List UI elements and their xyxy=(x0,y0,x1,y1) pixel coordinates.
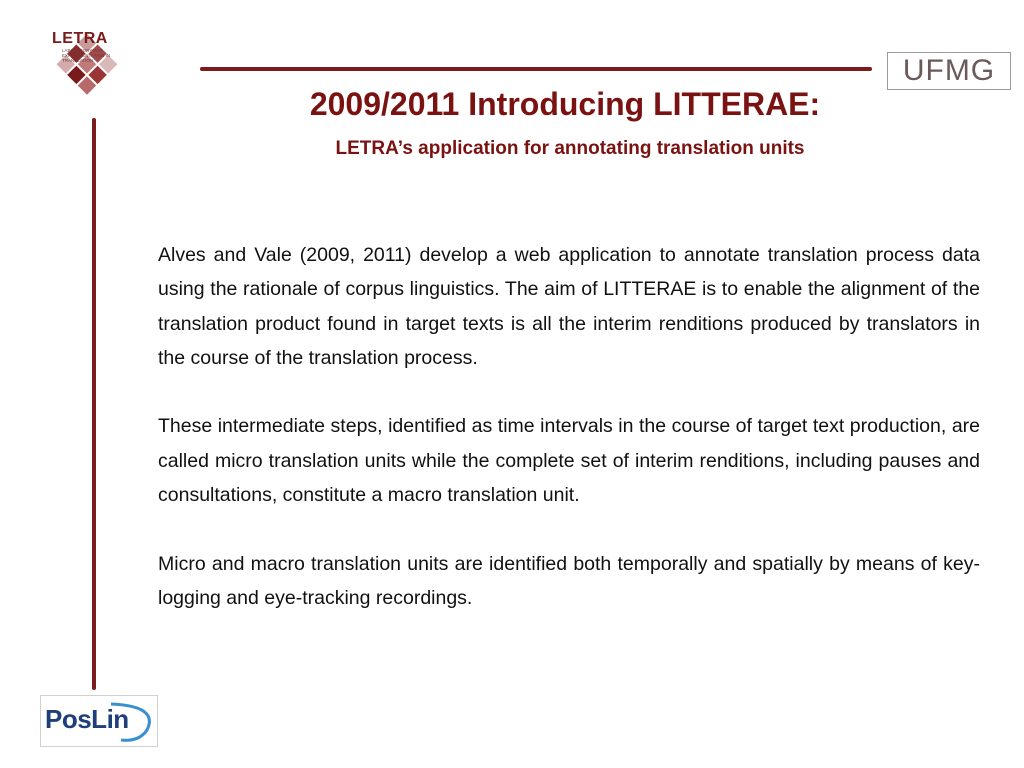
letra-logo-subtitle: LABORATORY FOR EXPERIMENTATION IN TRANSLATION xyxy=(62,48,111,63)
paragraph-2: These intermediate steps, identified as time intervals in the course of target text production, are called micro translation units while the complete set of interim renditions, including pauses and consultations, constitute a macro translation unit. xyxy=(158,415,980,507)
poslin-logo-text: PosLin xyxy=(45,704,129,734)
poslin-swoosh-icon xyxy=(41,696,159,748)
page-title: 2009/2011 Introducing LITTERAE: xyxy=(309,86,821,122)
paragraph-3: Micro and macro translation units are identified both temporally and spatially by means of key-logging and eye-tracking recordings. xyxy=(158,552,980,609)
letra-logo-text: LETRA xyxy=(52,30,108,47)
poslin-logo xyxy=(40,695,158,747)
header-rule xyxy=(200,67,872,71)
ufmg-logo-text: UFMG xyxy=(902,54,996,87)
paragraph-1: Alves and Vale (2009, 2011) develop a web application to annotate translation process data using the rationale of corpus linguistics. The aim of LITTERAE is to enable the alignment of the translation product found in target texts is all the interim renditions produced by translators in the course of the translation process. xyxy=(158,244,980,369)
side-rule xyxy=(92,118,96,690)
page-subtitle: LETRA’s application for annotating translation units xyxy=(335,138,805,159)
slide-body xyxy=(158,238,980,650)
